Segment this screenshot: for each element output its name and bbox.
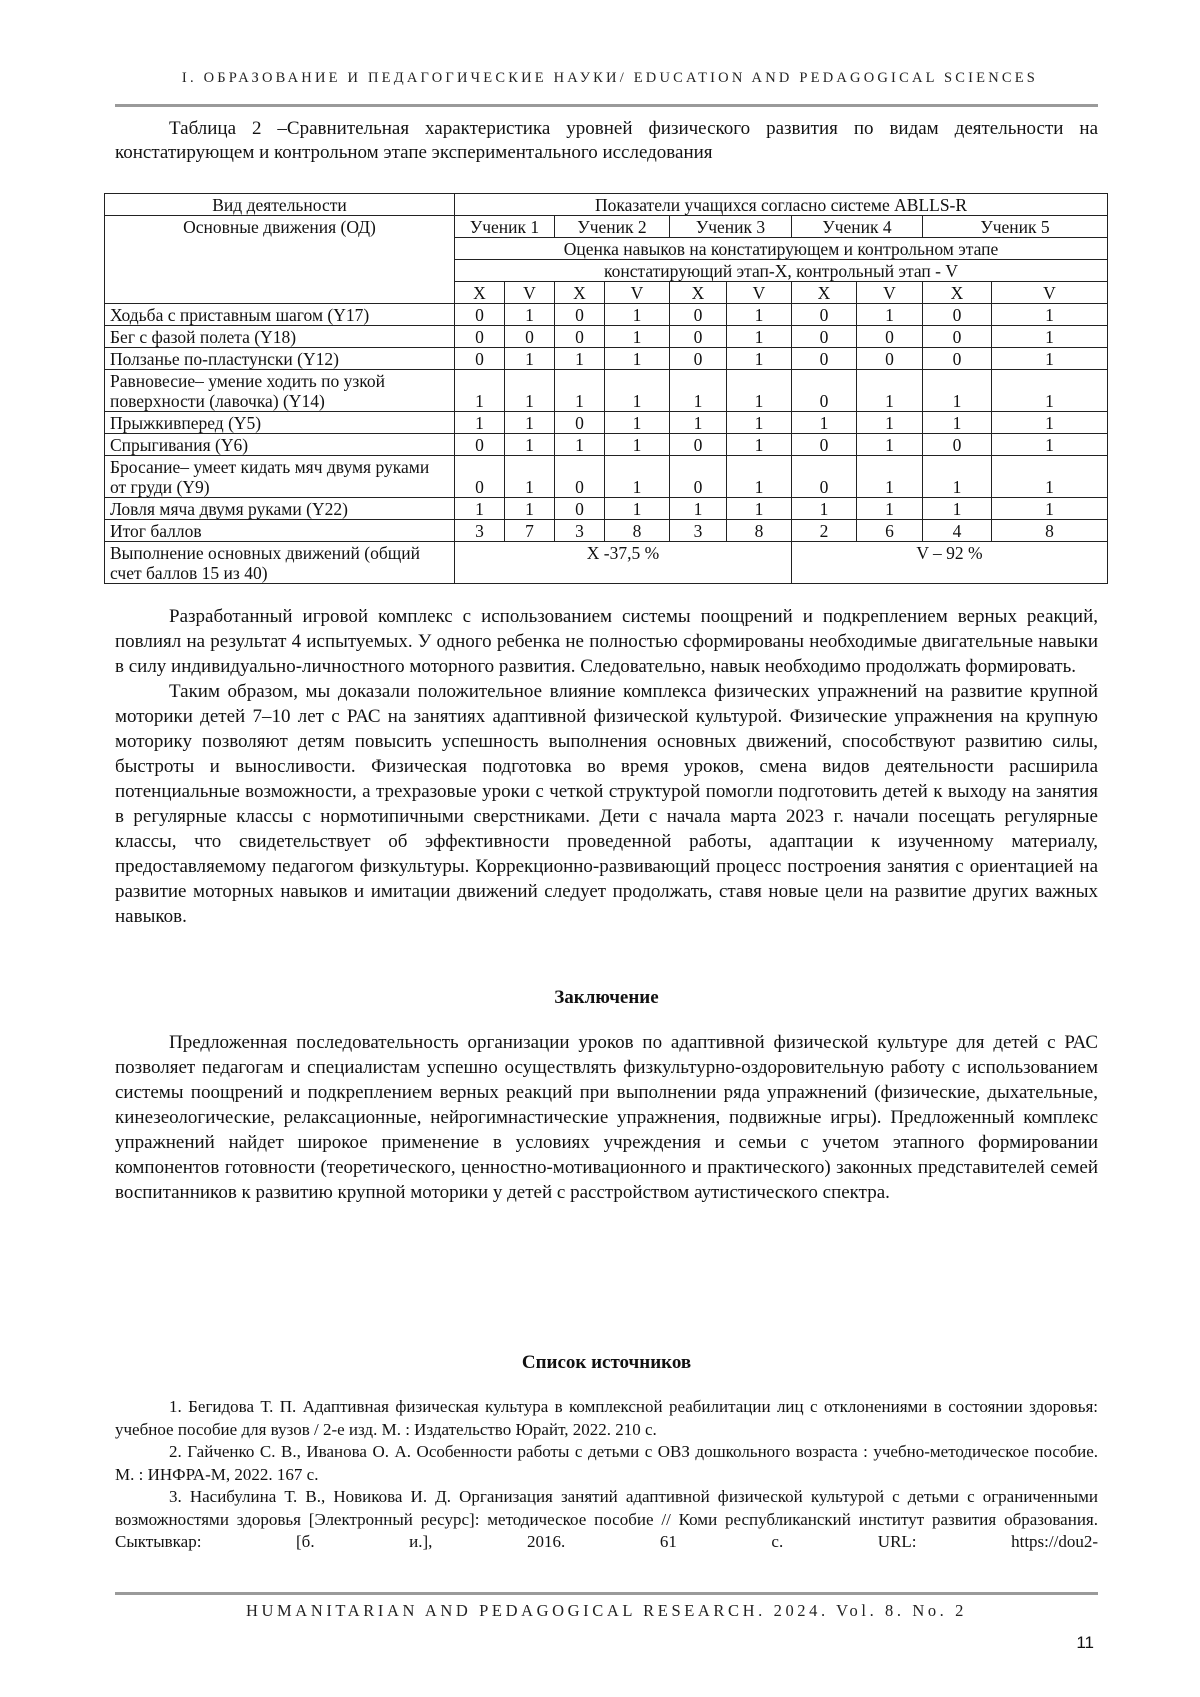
paragraph: Разработанный игровой комплекс с использованием системы поощрений и подкреплением верных реакций, повлиял на результат 4 испытуемых. У одного ребенка не полностью сформированы необходимые двигательные навыки в силу индивидуально-личностного моторного развития. Следовательно, навык необходимо продолжать формировать. xyxy=(115,606,1098,677)
score-cell: 1 xyxy=(505,370,555,412)
score-cell: 0 xyxy=(792,456,857,498)
score-cell: 1 xyxy=(923,370,992,412)
paragraph: Предложенная последовательность организации уроков по адаптивной физической культуре для детей с РАС позволяет педагогам и специалистам успешно осуществлять физкультурно-оздоровительную работу с использованием системы поощрений и подкреплением верных реакций при выполнении ряда упражнений (физические, дыхательные, кинезеологические, релаксационные, нейрогимнастические упражнения, подвижные игры). Предложенный комплекс упражнений найдет широкое применение в условиях учреждения и семьи с учетом этапного формировании компонентов готовности (теоретического, ценностно-мотивационного и практического) законных представителей семей воспитанников к развитию крупной моторики у детей с расстройством аутистического спектра. xyxy=(115,1032,1098,1203)
summary-x: X -37,5 % xyxy=(455,542,792,584)
stage-label: X xyxy=(923,282,992,304)
row-label: Бег с фазой полета (Y18) xyxy=(105,326,455,348)
score-cell: 8 xyxy=(992,520,1108,542)
summary-label: Выполнение основных движений (общий счет баллов 15 из 40) xyxy=(105,542,455,584)
row-label: Ползанье по-пластунски (Y12) xyxy=(105,348,455,370)
running-foot: HUMANITARIAN AND PEDAGOGICAL RESEARCH. 2024. Vol. 8. No. 2 xyxy=(246,1601,967,1620)
assessment-header: Оценка навыков на констатирующем и контрольном этапе xyxy=(455,238,1108,260)
score-cell: 3 xyxy=(455,520,505,542)
score-cell: 1 xyxy=(505,348,555,370)
score-cell: 0 xyxy=(505,326,555,348)
row-label: Равновесие– умение ходить по узкой поверхности (лавочка) (Y14) xyxy=(105,370,455,412)
score-cell: 1 xyxy=(857,498,923,520)
conclusion-heading: Заключение xyxy=(554,987,659,1008)
score-cell: 1 xyxy=(992,370,1108,412)
summary-row xyxy=(105,542,1108,584)
table-row xyxy=(105,412,1108,434)
score-cell: 1 xyxy=(727,370,792,412)
score-cell: 0 xyxy=(670,456,727,498)
score-cell: 1 xyxy=(605,412,670,434)
score-cell: 0 xyxy=(555,456,605,498)
score-cell: 1 xyxy=(992,498,1108,520)
score-cell: 1 xyxy=(992,412,1108,434)
score-cell: 0 xyxy=(455,304,505,326)
table-row xyxy=(105,456,1108,498)
score-cell: 1 xyxy=(505,412,555,434)
stage-label: X xyxy=(670,282,727,304)
score-cell: 0 xyxy=(455,456,505,498)
score-cell: 0 xyxy=(555,412,605,434)
summary-v: V – 92 % xyxy=(792,542,1108,584)
score-cell: 0 xyxy=(792,326,857,348)
col-activity-header: Вид деятельности xyxy=(105,194,455,216)
table-header-row-2 xyxy=(105,216,1108,238)
score-cell: 1 xyxy=(455,412,505,434)
table-caption: Таблица 2 –Сравнительная характеристика уровней физического развития по видам деятельности на констатирующем и контрольном этапе экспериментального исследования xyxy=(115,118,1098,163)
score-cell: 0 xyxy=(923,304,992,326)
col-main-moves-header: Основные движения (ОД) xyxy=(105,216,455,304)
reference-item: 2. Гайченко С. В., Иванова О. А. Особенности работы с детьми с ОВЗ дошкольного возраста : учебно-методическое пособие. М. : ИНФРА-М, 2022. 167 с. xyxy=(115,1442,1098,1484)
table-row xyxy=(105,520,1108,542)
score-cell: 0 xyxy=(923,326,992,348)
score-cell: 0 xyxy=(857,348,923,370)
stage-label: V xyxy=(605,282,670,304)
page-number: 11 xyxy=(1076,1633,1094,1652)
table-row xyxy=(105,348,1108,370)
score-cell: 3 xyxy=(670,520,727,542)
score-cell: 1 xyxy=(605,304,670,326)
score-cell: 4 xyxy=(923,520,992,542)
score-cell: 0 xyxy=(923,348,992,370)
score-cell: 0 xyxy=(455,434,505,456)
score-cell: 0 xyxy=(792,304,857,326)
stage-label: X xyxy=(792,282,857,304)
score-cell: 3 xyxy=(555,520,605,542)
score-cell: 0 xyxy=(670,304,727,326)
score-cell: 1 xyxy=(555,348,605,370)
stage-label: V xyxy=(505,282,555,304)
score-cell: 1 xyxy=(992,304,1108,326)
score-cell: 1 xyxy=(605,434,670,456)
score-cell: 1 xyxy=(605,456,670,498)
student-header: Ученик 3 xyxy=(670,216,792,238)
score-cell: 1 xyxy=(857,456,923,498)
row-label: Ловля мяча двумя руками (Y22) xyxy=(105,498,455,520)
table-row xyxy=(105,304,1108,326)
score-cell: 0 xyxy=(455,348,505,370)
physical-development-table xyxy=(104,193,1108,584)
table-header-row-1 xyxy=(105,194,1108,216)
body-text xyxy=(115,604,1098,929)
score-cell: 1 xyxy=(605,370,670,412)
header-rule xyxy=(115,104,1098,107)
score-cell: 1 xyxy=(605,498,670,520)
score-cell: 1 xyxy=(727,498,792,520)
score-cell: 1 xyxy=(857,434,923,456)
row-label: Бросание– умеет кидать мяч двумя руками от груди (Y9) xyxy=(105,456,455,498)
score-cell: 1 xyxy=(670,498,727,520)
assessment-legend: констатирующий этап-X, контрольный этап - V xyxy=(455,260,1108,282)
table-body xyxy=(105,304,1108,542)
score-cell: 1 xyxy=(992,348,1108,370)
student-header: Ученик 5 xyxy=(923,216,1108,238)
score-cell: 1 xyxy=(455,498,505,520)
score-cell: 1 xyxy=(792,498,857,520)
row-label: Спрыгивания (Y6) xyxy=(105,434,455,456)
score-cell: 0 xyxy=(455,326,505,348)
score-cell: 1 xyxy=(857,412,923,434)
score-cell: 1 xyxy=(857,304,923,326)
score-cell: 1 xyxy=(727,348,792,370)
score-cell: 1 xyxy=(923,456,992,498)
student-header: Ученик 1 xyxy=(455,216,555,238)
score-cell: 0 xyxy=(923,434,992,456)
conclusion-text xyxy=(115,1030,1098,1205)
score-cell: 1 xyxy=(670,412,727,434)
score-cell: 1 xyxy=(505,456,555,498)
score-cell: 0 xyxy=(555,498,605,520)
stage-label: V xyxy=(727,282,792,304)
table-row xyxy=(105,498,1108,520)
score-cell: 1 xyxy=(727,456,792,498)
table-row xyxy=(105,326,1108,348)
score-cell: 1 xyxy=(857,370,923,412)
score-cell: 1 xyxy=(605,326,670,348)
score-cell: 1 xyxy=(505,304,555,326)
score-cell: 1 xyxy=(555,370,605,412)
reference-list xyxy=(115,1396,1098,1554)
score-cell: 0 xyxy=(670,434,727,456)
reference-item: 1. Бегидова Т. П. Адаптивная физическая культура в комплексной реабилитации лиц с отклонениями в состоянии здоровья: учебное пособие для вузов / 2-е изд. М. : Издательство Юрайт, 2022. 210 с. xyxy=(115,1397,1098,1439)
score-cell: 1 xyxy=(792,412,857,434)
row-label: Ходьба с приставным шагом (Y17) xyxy=(105,304,455,326)
table-row xyxy=(105,434,1108,456)
footer-rule xyxy=(115,1592,1098,1595)
reference-item: 3. Насибулина Т. В., Новикова И. Д. Организация занятий адаптивной физической культурой с детьми с ограниченными возможностями здоровья [Электронный ресурс]: методическое пособие // Коми республиканский институт развития образования. Сыктывкар: [б. и.], 2016. 61 с. URL: https://dou2- xyxy=(115,1487,1098,1551)
score-cell: 1 xyxy=(992,326,1108,348)
col-indicators-header: Показатели учащихся согласно системе ABLLS-R xyxy=(455,194,1108,216)
score-cell: 1 xyxy=(505,498,555,520)
score-cell: 1 xyxy=(727,304,792,326)
score-cell: 1 xyxy=(923,498,992,520)
paragraph: Таким образом, мы доказали положительное влияние комплекса физических упражнений на развитие крупной моторики детей 7–10 лет с РАС на занятиях адаптивной физической культурой. Физические упражнения на крупную моторику позволяют детям повысить успешность выполнения основных движений, способствуют развитию силы, быстроты и выносливости. Физическая подготовка во время уроков, смена видов деятельности расширила потенциальные возможности, а трехразовые уроки с четкой структурой помогли подготовить детей к выходу на занятия в регулярные классы с нормотипичными сверстниками. Дети с начала марта 2023 г. начали посещать регулярные классы, что свидетельствует об эффективности проведенной работы, адаптации к изученному материалу, предоставляемому педагогом физкультуры. Коррекционно-развивающий процесс построения занятия с ориентацией на развитие моторных навыков и имитации движений следует продолжать, ставя новые цели на развитие других важных навыков. xyxy=(115,681,1098,927)
score-cell: 1 xyxy=(505,434,555,456)
stage-label: X xyxy=(455,282,505,304)
score-cell: 0 xyxy=(670,326,727,348)
score-cell: 1 xyxy=(555,434,605,456)
student-header: Ученик 2 xyxy=(555,216,670,238)
stage-label: V xyxy=(857,282,923,304)
score-cell: 7 xyxy=(505,520,555,542)
score-cell: 1 xyxy=(923,412,992,434)
row-label: Прыжкивперед (Y5) xyxy=(105,412,455,434)
student-header: Ученик 4 xyxy=(792,216,923,238)
score-cell: 1 xyxy=(992,456,1108,498)
score-cell: 1 xyxy=(455,370,505,412)
score-cell: 2 xyxy=(792,520,857,542)
score-cell: 8 xyxy=(727,520,792,542)
score-cell: 0 xyxy=(555,304,605,326)
score-cell: 1 xyxy=(605,348,670,370)
score-cell: 0 xyxy=(792,348,857,370)
score-cell: 1 xyxy=(670,370,727,412)
score-cell: 1 xyxy=(727,434,792,456)
score-cell: 8 xyxy=(605,520,670,542)
score-cell: 0 xyxy=(792,370,857,412)
row-label: Итог баллов xyxy=(105,520,455,542)
score-cell: 0 xyxy=(792,434,857,456)
score-cell: 0 xyxy=(555,326,605,348)
score-cell: 0 xyxy=(857,326,923,348)
score-cell: 0 xyxy=(670,348,727,370)
sources-heading: Список источников xyxy=(521,1352,692,1373)
score-cell: 1 xyxy=(727,412,792,434)
stage-label: X xyxy=(555,282,605,304)
stage-label: V xyxy=(992,282,1108,304)
score-cell: 6 xyxy=(857,520,923,542)
score-cell: 1 xyxy=(727,326,792,348)
table-row xyxy=(105,370,1108,412)
running-head: I. ОБРАЗОВАНИЕ И ПЕДАГОГИЧЕСКИЕ НАУКИ/ EDUCATION AND PEDAGOGICAL SCIENCES xyxy=(181,70,1039,86)
score-cell: 1 xyxy=(992,434,1108,456)
